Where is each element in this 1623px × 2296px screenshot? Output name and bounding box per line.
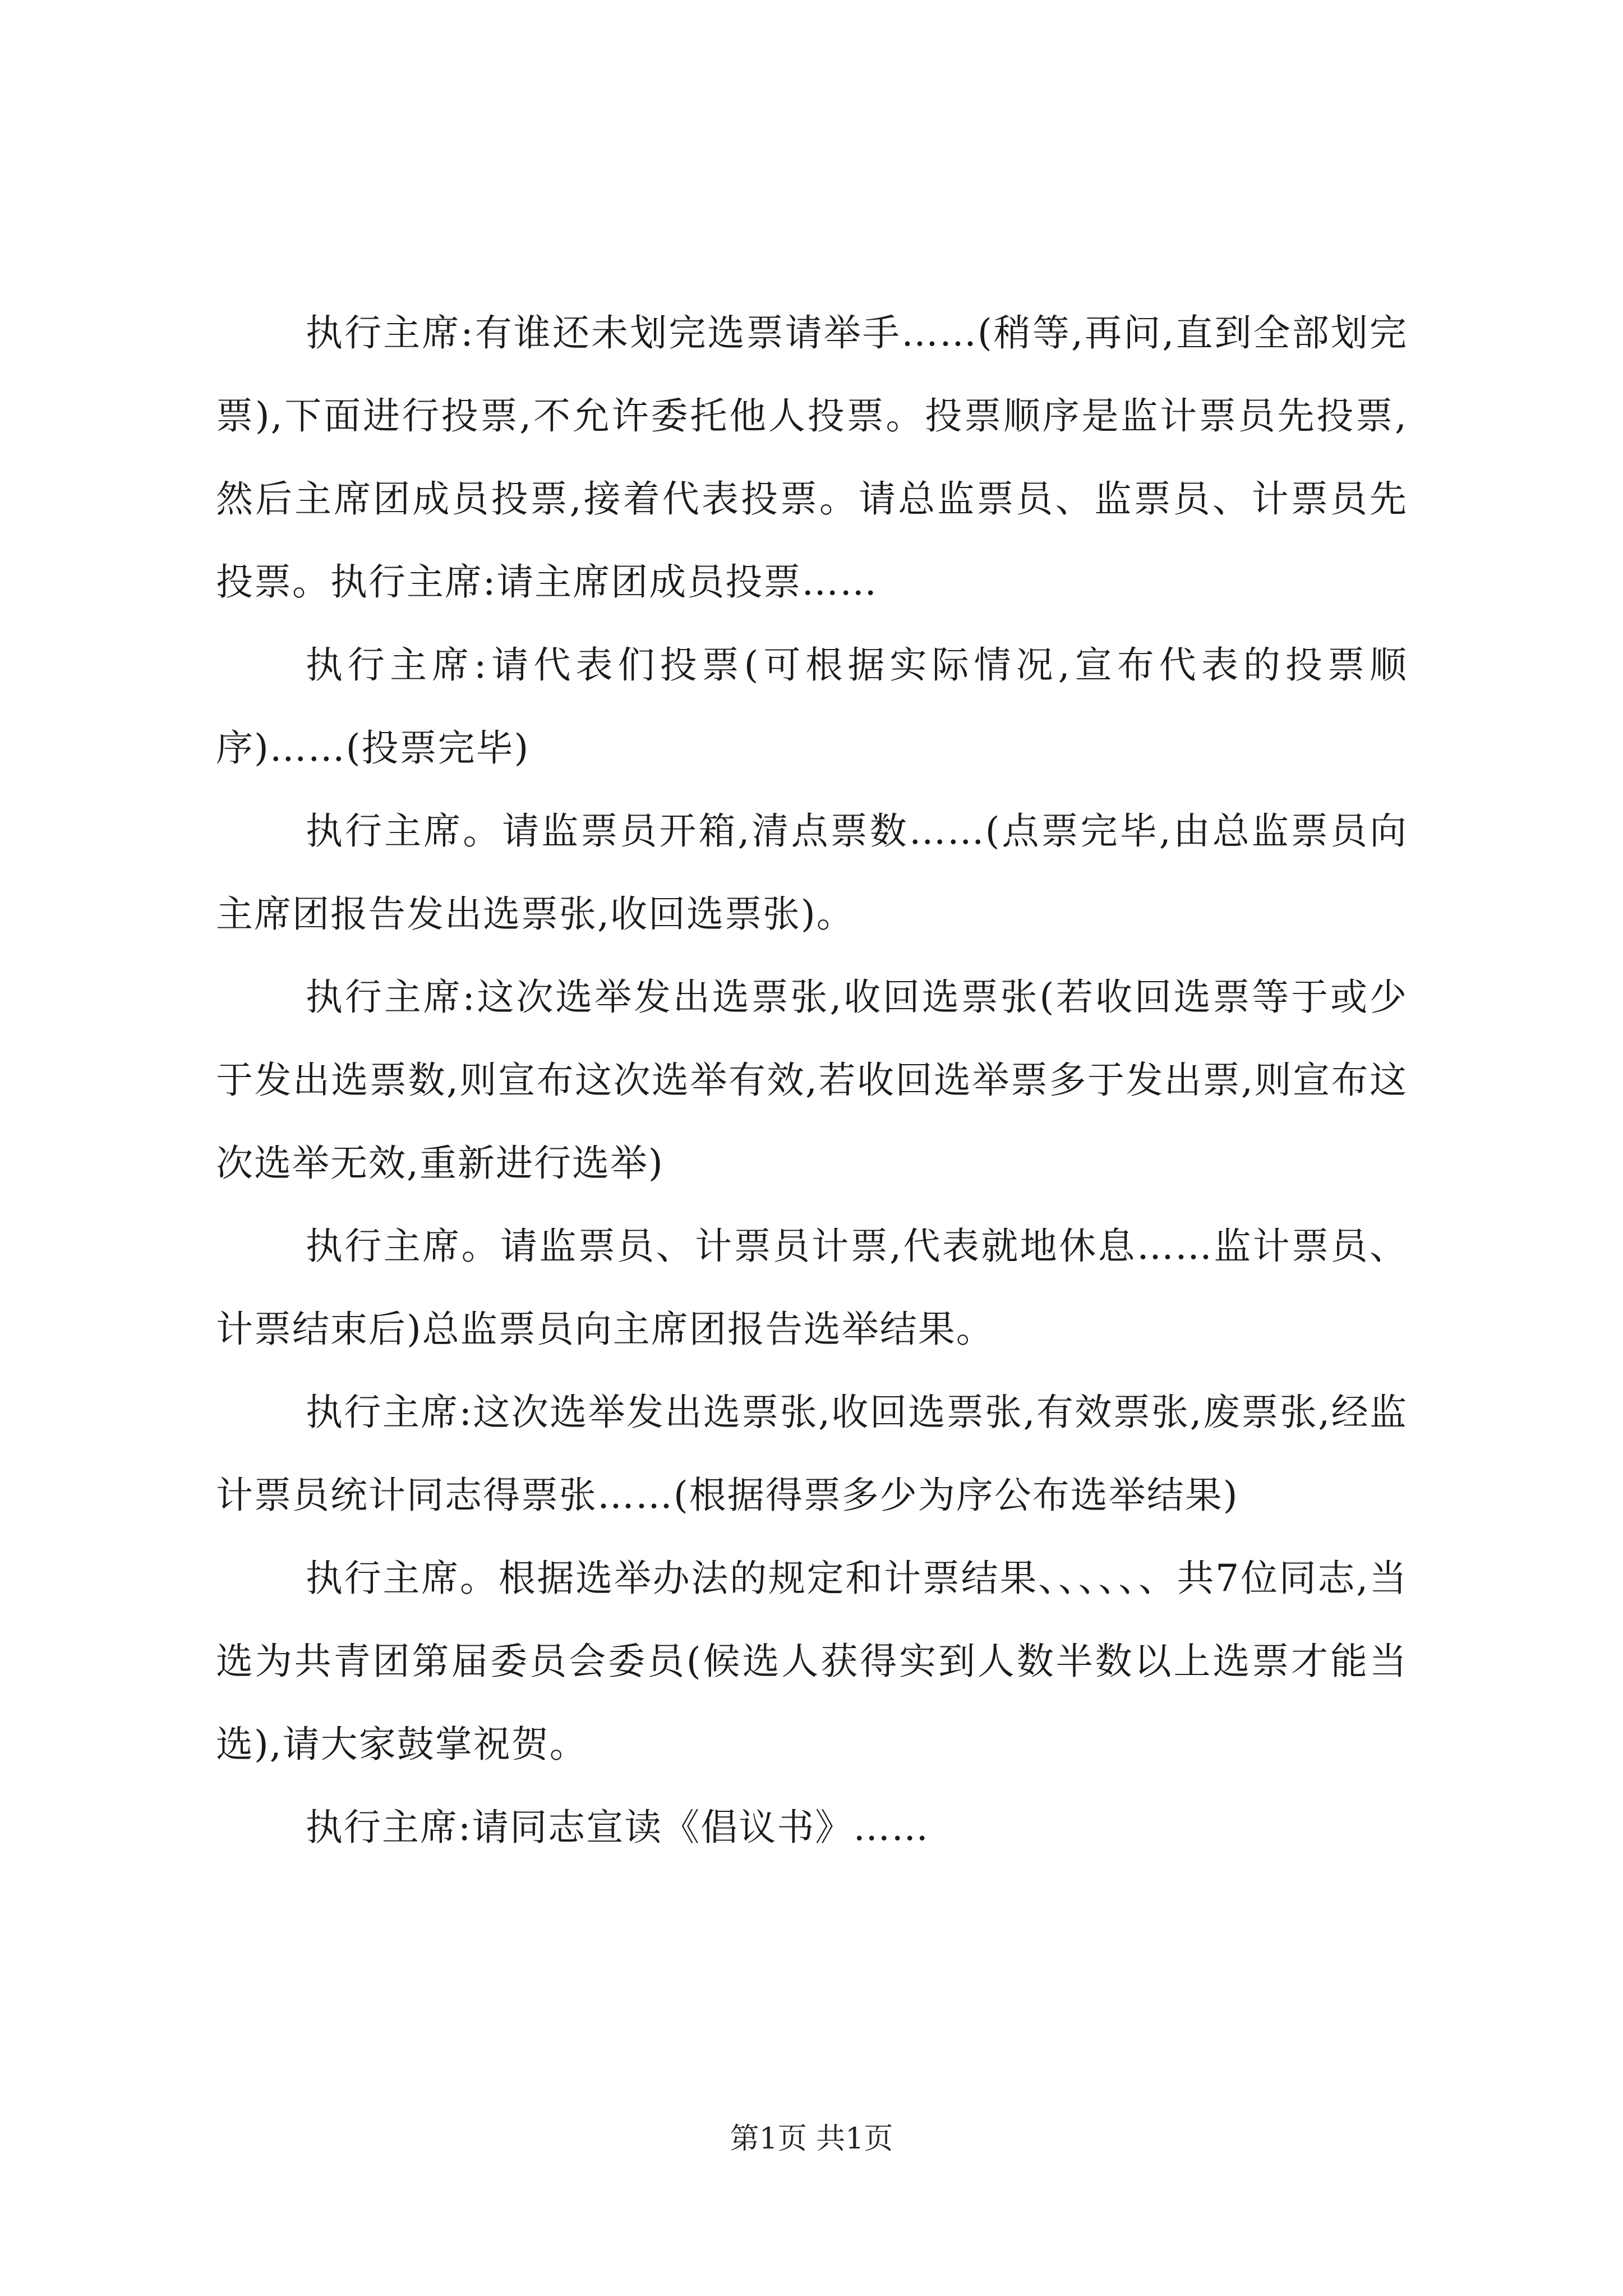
paragraph: 执行主席。请监票员开箱,清点票数……(点票完毕,由总监票员向主席团报告发出选票张,收回选票张)。 — [216, 809, 1408, 936]
page-footer: 第1页 共1页 — [730, 2122, 893, 2156]
paragraph: 执行主席:这次选举发出选票张,收回选票张(若收回选票等于或少于发出选票数,则宣布这次选举有效,若收回选举票多于发出票,则宣布这次选举无效,重新进行选举) — [216, 976, 1408, 1185]
paragraph: 执行主席。根据选举办法的规定和计票结果、、、、、、共7位同志,当选为共青团第届委员会委员(候选人获得实到人数半数以上选票才能当选),请大家鼓掌祝贺。 — [216, 1557, 1408, 1766]
paragraph: 执行主席。请监票员、计票员计票,代表就地休息……监计票员、计票结束后)总监票员向主席团报告选举结果。 — [216, 1225, 1408, 1351]
paragraph: 执行主席:这次选举发出选票张,收回选票张,有效票张,废票张,经监计票员统计同志得票张……(根据得票多少为序公布选举结果) — [216, 1391, 1408, 1517]
paragraph: 执行主席:有谁还未划完选票请举手……(稍等,再问,直到全部划完票),下面进行投票,不允许委托他人投票。投票顺序是监计票员先投票,然后主席团成员投票,接着代表投票。请总监票员、监票员、计票员先投票。执行主席:请主席团成员投票…… — [216, 311, 1408, 604]
document-body — [216, 292, 1408, 1869]
paragraph: 执行主席:请同志宣读《倡议书》…… — [306, 1806, 930, 1849]
paragraph: 执行主席:请代表们投票(可根据实际情况,宣布代表的投票顺序)……(投票完毕) — [216, 643, 1408, 770]
